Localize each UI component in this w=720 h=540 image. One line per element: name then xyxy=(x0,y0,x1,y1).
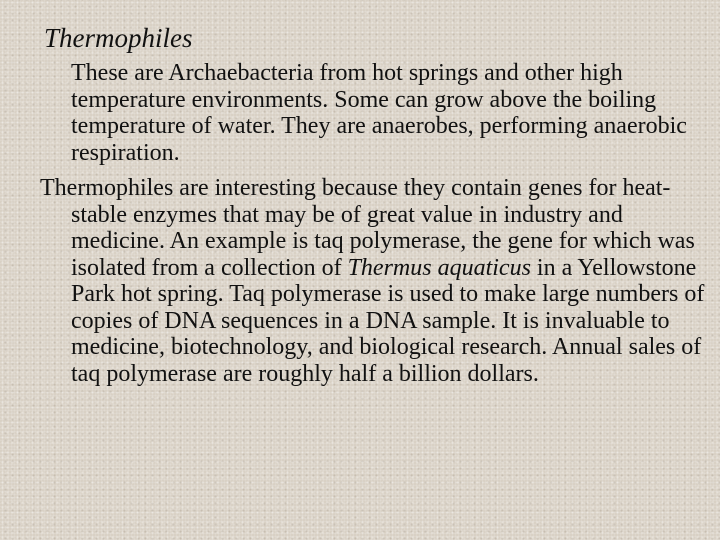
species-name: Thermus aquaticus xyxy=(347,254,531,281)
paragraph-taq-text-after: in a Yellowstone Park hot spring. Taq polymerase is used to make large numbers of copies of DNA sequences in a DNA sample. It is invaluable to medicine, biotechnology, and biological research. Annual sales of taq polymerase are roughly half a billion dollars. xyxy=(71,254,705,387)
slide-title: Thermophiles xyxy=(44,23,193,53)
paragraph-archaebacteria-text: These are Archaebacteria from hot springs and other high temperature environments. Some can grow above the boiling temperature of water. They are anaerobes, performing anaerobic respiration. xyxy=(71,60,687,166)
paragraph-archaebacteria xyxy=(40,60,710,166)
paragraph-taq-text-before: Thermophiles are interesting because they contain genes for heat-stable enzymes that may be of great value in industry and medicine. An example is taq polymerase, the gene for which was isolated from a collection of xyxy=(40,175,695,281)
paragraph-taq-polymerase xyxy=(40,175,710,387)
